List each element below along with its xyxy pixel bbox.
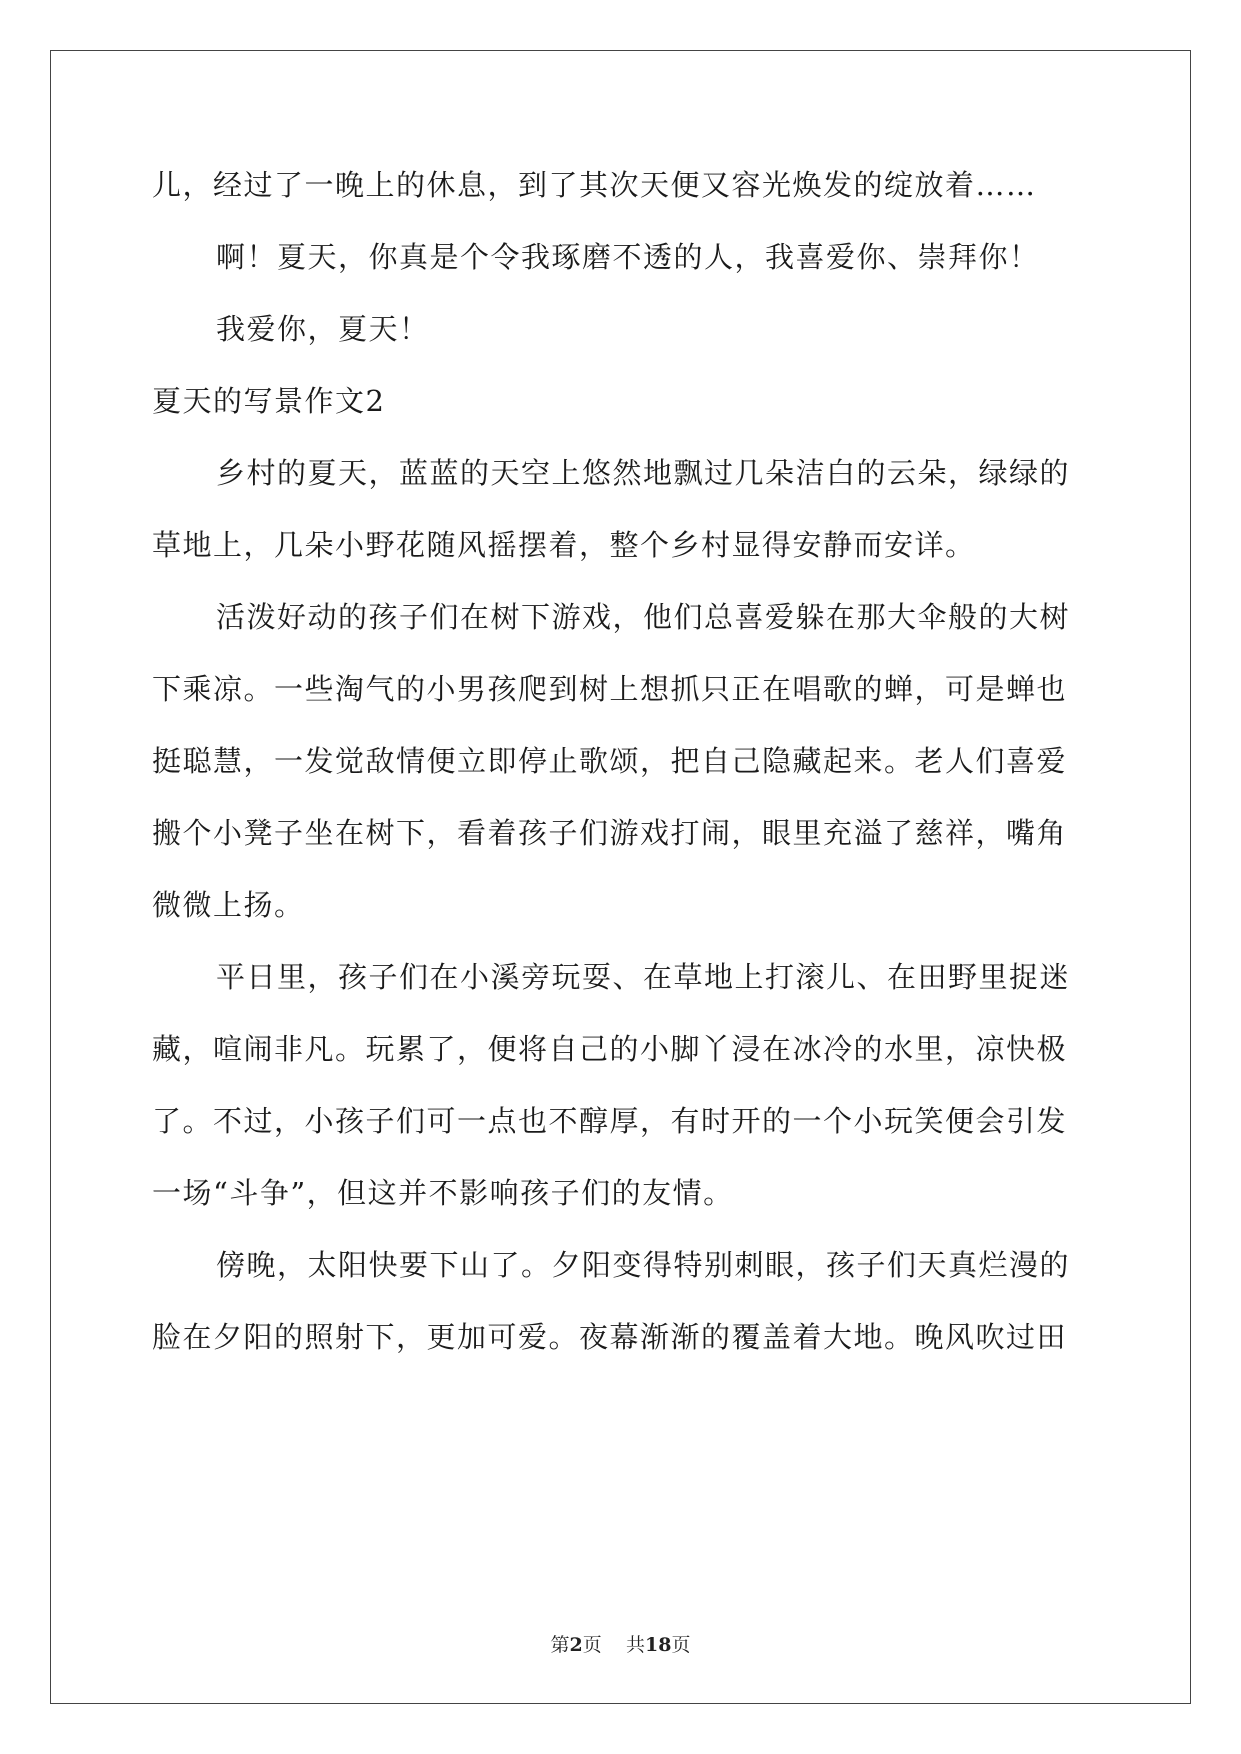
total-prefix: 共: [625, 1634, 645, 1656]
text-line: 一场“斗争”，但这并不影响孩子们的友情。: [152, 1176, 734, 1210]
page-suffix: 页: [582, 1634, 602, 1656]
total-suffix: 页: [671, 1634, 691, 1656]
paragraph-line: 乡村的夏天，蓝蓝的天空上悠然地飘过几朵洁白的云朵，绿绿的: [216, 456, 1071, 490]
text-line: 挺聪慧，一发觉敌情便立即停止歌颂，把自己隐藏起来。老人们喜爱: [152, 744, 1068, 778]
total-pages: 18: [644, 1634, 672, 1656]
page-number: 2: [569, 1634, 583, 1656]
paragraph-line: 傍晚，太阳快要下山了。夕阳变得特别刺眼，孩子们天真烂漫的: [216, 1248, 1071, 1282]
page-footer: [0, 1633, 1241, 1657]
paragraph-line: 平日里，孩子们在小溪旁玩耍、在草地上打滚儿、在田野里捉迷: [216, 960, 1071, 994]
text-line: 下乘凉。一些淘气的小男孩爬到树上想抓只正在唱歌的蝉，可是蝉也: [152, 672, 1068, 706]
text-line: 搬个小凳子坐在树下，看着孩子们游戏打闹，眼里充溢了慈祥，嘴角: [152, 816, 1068, 850]
text-line: 儿，经过了一晚上的休息，到了其次天便又容光焕发的绽放着……: [152, 168, 1037, 202]
text-line: 脸在夕阳的照射下，更加可爱。夜幕渐渐的覆盖着大地。晚风吹过田: [152, 1320, 1068, 1354]
text-line: 藏，喧闹非凡。玩累了，便将自己的小脚丫浸在冰冷的水里，凉快极: [152, 1032, 1068, 1066]
page-prefix: 第: [550, 1634, 570, 1656]
text-line: 了。不过，小孩子们可一点也不醇厚，有时开的一个小玩笑便会引发: [152, 1104, 1068, 1138]
text-line: 微微上扬。: [152, 888, 305, 922]
section-heading: 夏天的写景作文2: [152, 384, 386, 418]
paragraph-line: 啊！夏天，你真是个令我琢磨不透的人，我喜爱你、崇拜你！: [216, 240, 1040, 274]
paragraph-line: 活泼好动的孩子们在树下游戏，他们总喜爱躲在那大伞般的大树: [216, 600, 1071, 634]
page-border: [50, 50, 1191, 1704]
paragraph-line: 我爱你，夏天！: [216, 312, 430, 346]
text-line: 草地上，几朵小野花随风摇摆着，整个乡村显得安静而安详。: [152, 528, 976, 562]
